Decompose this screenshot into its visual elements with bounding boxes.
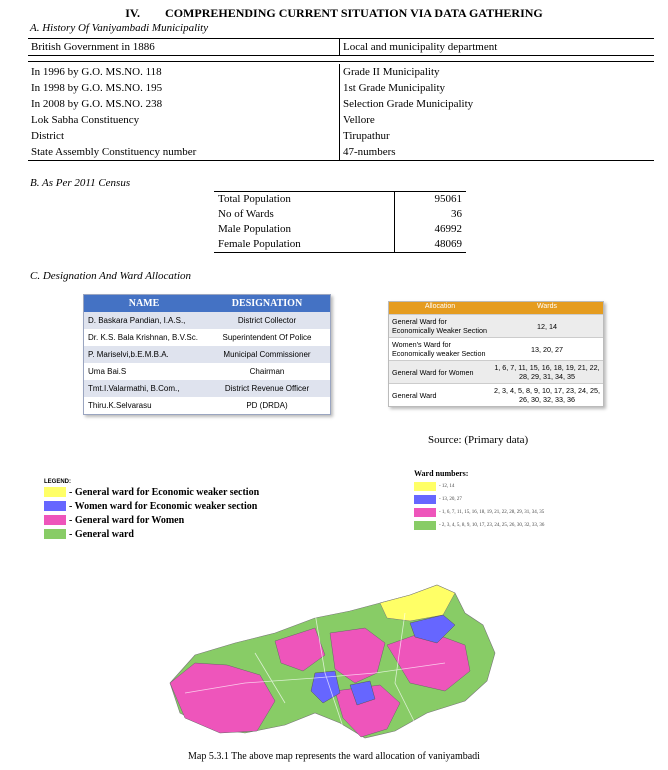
census-label: No of Wards (214, 207, 395, 222)
history-cell: In 1996 by G.O. MS.NO. 118 (28, 64, 340, 80)
allocation-type: General Ward for Women (392, 367, 474, 377)
source-note: Source: (Primary data) (428, 434, 529, 446)
history-cell: Lok Sabha Constituency (28, 112, 340, 128)
legend-item (44, 513, 259, 527)
history-cell: Local and municipality department (343, 41, 498, 53)
census-row (214, 237, 466, 252)
allocation-table (388, 301, 604, 407)
legend-swatch (44, 501, 66, 511)
section-title (0, 6, 668, 21)
ward-legend-label: - 2, 3, 4, 5, 8, 9, 10, 17, 23, 24, 25, 26, 30, 32, 33, 36 (439, 522, 545, 528)
census-value: 95061 (434, 193, 462, 205)
allocation-row (389, 360, 603, 383)
ward-legend-item (414, 495, 549, 504)
ward-legend-item (414, 508, 549, 517)
official-name: P. Mariselvi,b.E.M.B.A. (88, 350, 169, 359)
ward-legend-label: - 12, 14 (439, 483, 455, 489)
designation-row (84, 363, 330, 380)
section-number: IV. (125, 6, 141, 20)
official-designation: District Revenue Officer (224, 384, 310, 393)
history-cell: Grade II Municipality (343, 66, 440, 78)
legend-label: - Women ward for Economic weaker section (69, 500, 258, 512)
allocation-type: General Ward for Economically Weaker Section (392, 317, 487, 335)
allocation-type: Women's Ward for Economically weaker Section (392, 340, 486, 358)
legend-label: - General ward (69, 528, 134, 540)
allocation-row (389, 337, 603, 360)
history-row (28, 128, 654, 144)
designation-row (84, 346, 330, 363)
section-c-heading: C. Designation And Ward Allocation (30, 270, 192, 282)
designation-table (83, 294, 331, 415)
history-row (28, 80, 654, 96)
history-cell: British Government in 1886 (28, 39, 340, 55)
official-designation: PD (DRDA) (246, 401, 288, 410)
ward-legend-title: Ward numbers: (414, 469, 469, 478)
legend-label: - General ward for Economic weaker section (69, 486, 260, 498)
allocation-wards: 12, 14 (537, 321, 557, 331)
section-b-heading: B. As Per 2011 Census (30, 177, 131, 189)
allocation-row (389, 383, 603, 406)
census-label: Male Population (214, 222, 395, 237)
ward-legend-swatch (414, 521, 436, 530)
ward-number-legend (414, 469, 549, 530)
official-name: D. Baskara Pandian, I.A.S., (88, 316, 186, 325)
census-label: Total Population (214, 192, 395, 207)
census-row (214, 192, 466, 207)
allocation-type: General Ward (392, 390, 437, 400)
ward-legend-swatch (414, 495, 436, 504)
census-table (214, 191, 466, 253)
designation-row (84, 312, 330, 329)
allocation-wards: 13, 20, 27 (531, 344, 563, 354)
official-name: Uma Bai.S (88, 367, 127, 376)
designation-header (84, 295, 330, 312)
history-row (28, 96, 654, 112)
history-table (28, 38, 654, 161)
legend-label: - General ward for Women (69, 514, 185, 526)
ward-allocation-map (165, 573, 505, 745)
history-cell: In 2008 by G.O. MS.NO. 238 (28, 96, 340, 112)
allocation-row (389, 314, 603, 337)
ward-legend-item (414, 482, 549, 491)
official-designation: District Collector (237, 316, 297, 325)
header-name: NAME (128, 298, 160, 309)
section-a-heading: A. History Of Vaniyambadi Municipality (30, 22, 209, 34)
map-legend (44, 479, 259, 541)
official-name: Tmt.I.Valarmathi, B.Com., (88, 384, 180, 393)
official-name: Dr. K.S. Bala Krishnan, B.V.Sc. (88, 333, 198, 342)
official-designation: Chairman (249, 367, 285, 376)
history-row (28, 39, 654, 55)
history-cell: Vellore (343, 114, 375, 126)
ward-legend-swatch (414, 482, 436, 491)
legend-swatch (44, 515, 66, 525)
census-row (214, 222, 466, 237)
header-allocation: Allocation (424, 303, 456, 310)
official-name: Thiru.K.Selvarasu (88, 401, 152, 410)
legend-title: LEGEND: (44, 479, 71, 485)
census-value: 36 (451, 208, 462, 220)
history-cell: 47-numbers (343, 146, 396, 158)
allocation-wards: 1, 6, 7, 11, 15, 16, 18, 19, 21, 22, 28, 29, 31, 34, 35 (494, 363, 600, 381)
history-row (28, 64, 654, 80)
map-caption: Map 5.3.1 The above map represents the ward allocation of vaniyambadi (188, 751, 480, 762)
history-cell: In 1998 by G.O. MS.NO. 195 (28, 80, 340, 96)
header-wards: Wards (537, 303, 557, 310)
history-cell: District (28, 128, 340, 144)
census-value: 48069 (434, 238, 462, 250)
history-row (28, 144, 654, 160)
designation-row (84, 380, 330, 397)
ward-legend-label: - 1, 6, 7, 11, 15, 16, 18, 19, 21, 22, 28, 29, 31, 34, 35 (439, 509, 545, 515)
history-cell: Selection Grade Municipality (343, 98, 474, 110)
history-cell: State Assembly Constituency number (28, 144, 340, 160)
legend-item (44, 527, 259, 541)
history-cell: 1st Grade Municipality (343, 82, 446, 94)
legend-swatch (44, 487, 66, 497)
census-label: Female Population (214, 237, 395, 252)
designation-row (84, 329, 330, 346)
legend-item (44, 485, 259, 499)
ward-legend-swatch (414, 508, 436, 517)
history-row (28, 112, 654, 128)
ward-legend-label: - 13, 20, 27 (439, 496, 462, 502)
designation-row (84, 397, 330, 414)
section-title-text: COMPREHENDING CURRENT SITUATION VIA DATA GATHERING (165, 6, 543, 20)
history-cell: Tirupathur (343, 130, 390, 142)
census-value: 46992 (434, 223, 462, 235)
legend-swatch (44, 529, 66, 539)
allocation-header (389, 302, 603, 314)
official-designation: Superintendent Of Police (222, 333, 312, 342)
header-designation: DESIGNATION (231, 298, 303, 309)
census-row (214, 207, 466, 222)
ward-legend-item (414, 521, 549, 530)
allocation-wards: 2, 3, 4, 5, 8, 9, 10, 17, 23, 24, 25, 26, 30, 32, 33, 36 (494, 386, 600, 404)
official-designation: Municipal Commissioner (223, 350, 311, 359)
legend-item (44, 499, 259, 513)
